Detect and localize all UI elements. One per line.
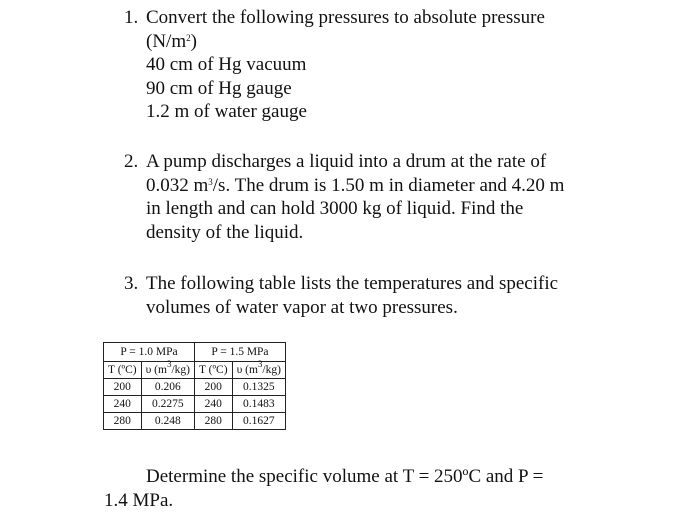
table-row	[104, 396, 286, 413]
water-vapor-table	[103, 342, 286, 430]
pressure-item: 1.2 m of water gauge	[146, 101, 307, 122]
table-cell: 0.248	[141, 413, 194, 430]
question-3-line: volumes of water vapor at two pressures.	[146, 296, 458, 318]
column-header-volume: υ $(m^3/kg)$	[232, 362, 285, 379]
table-row	[104, 413, 286, 430]
column-header-temperature: T (ºC)	[194, 362, 232, 379]
question-2-line: in length and can hold 3000 kg of liquid. Find the	[146, 198, 524, 219]
conclusion-line: Determine the specific volume at T = 250ºC and P =	[146, 466, 544, 487]
question-2-number: 2.	[124, 151, 139, 172]
question-3-line: The following table lists the temperatures and specific	[146, 273, 559, 294]
question-2-line: density of the liquid.	[146, 221, 304, 243]
column-header-volume: υ $(m^3/kg)$	[141, 362, 194, 379]
pressure-header: P = 1.5 MPa	[194, 343, 285, 362]
question-1-unit: $(N/m^2)$	[146, 30, 197, 52]
table-row	[104, 379, 286, 396]
table-cell: 280	[194, 413, 232, 430]
column-header-temperature: T (ºC)	[104, 362, 142, 379]
question-2-line: 0.032 $m^3/s$. The drum is 1.50 m in diameter and 4.20 m	[146, 174, 565, 196]
table-cell: 0.206	[141, 379, 194, 396]
question-2-line: A pump discharges a liquid into a drum at the rate of	[146, 151, 547, 172]
table-cell: 200	[194, 379, 232, 396]
table-cell: 240	[194, 396, 232, 413]
table-cell: 0.1627	[232, 413, 285, 430]
table-cell: 0.2275	[141, 396, 194, 413]
table-cell: 240	[104, 396, 142, 413]
pressure-item: 90 cm of Hg gauge	[146, 77, 292, 99]
table-cell: 200	[104, 379, 142, 396]
conclusion-line: 1.4 MPa.	[104, 490, 174, 511]
question-1-intro: Convert the following pressures to absolute pressure	[146, 7, 545, 28]
question-1-number: 1.	[124, 7, 139, 28]
table-cell: 0.1483	[232, 396, 285, 413]
table-cell: 280	[104, 413, 142, 430]
pressure-item: 40 cm of Hg vacuum	[146, 54, 307, 75]
question-3-number: 3.	[124, 273, 139, 294]
table-cell: 0.1325	[232, 379, 285, 396]
pressure-header: P = 1.0 MPa	[104, 343, 195, 362]
